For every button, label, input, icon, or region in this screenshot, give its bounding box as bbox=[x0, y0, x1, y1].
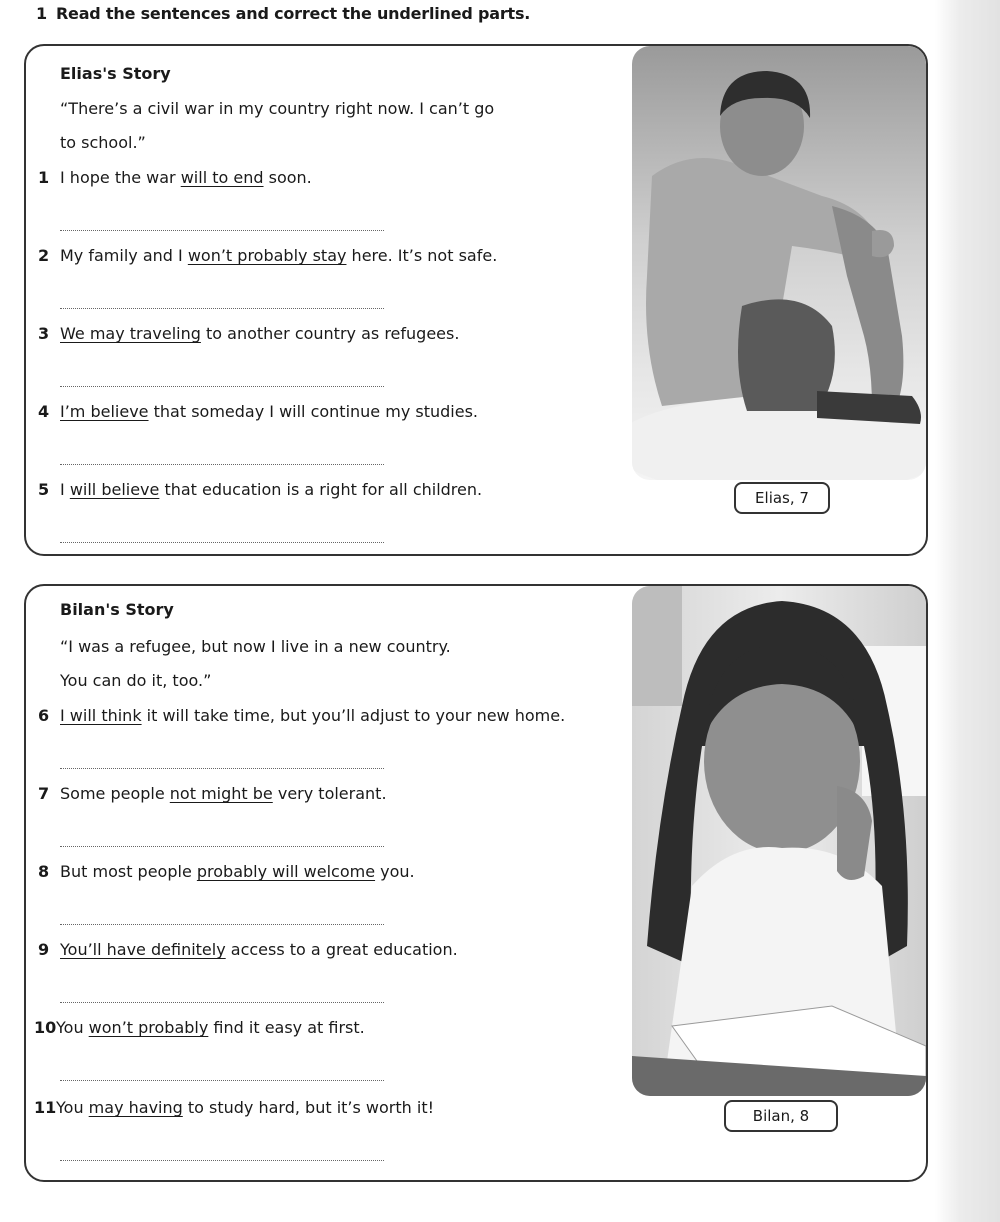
bilan-caption: Bilan, 8 bbox=[724, 1100, 838, 1132]
underlined-part: probably will welcome bbox=[196, 862, 376, 881]
exercise-number: 1 bbox=[36, 4, 47, 23]
quote-line: “There’s a civil war in my country right now. I can’t go bbox=[60, 99, 495, 118]
story-title: Bilan's Story bbox=[60, 600, 174, 619]
answer-field-3[interactable] bbox=[60, 370, 384, 387]
answer-field-1[interactable] bbox=[60, 214, 384, 231]
bilan-photo bbox=[632, 586, 926, 1096]
sentence-item: 6 I will think it will take time, but you’ll adjust to your new home. bbox=[38, 706, 566, 725]
underlined-part: I’m believe bbox=[60, 402, 149, 421]
sentence-item: 8 But most people probably will welcome you. bbox=[38, 862, 415, 881]
sentence-item: 10You won’t probably find it easy at first. bbox=[34, 1018, 365, 1037]
answer-field-11[interactable] bbox=[60, 1144, 384, 1161]
underlined-part: not might be bbox=[169, 784, 273, 803]
quote-line: “I was a refugee, but now I live in a new country. bbox=[60, 637, 451, 656]
underlined-part: will to end bbox=[180, 168, 264, 187]
answer-field-7[interactable] bbox=[60, 830, 384, 847]
underlined-part: We may traveling bbox=[60, 324, 201, 343]
underlined-part: will believe bbox=[69, 480, 160, 499]
answer-field-6[interactable] bbox=[60, 752, 384, 769]
sentence-item: 3 We may traveling to another country as refugees. bbox=[38, 324, 460, 343]
bilan-story-card bbox=[24, 584, 928, 1182]
underlined-part: You’ll have definitely bbox=[60, 940, 226, 959]
underlined-part: won’t probably stay bbox=[187, 246, 347, 265]
story-quote bbox=[60, 630, 451, 698]
story-quote bbox=[60, 92, 494, 160]
answer-field-9[interactable] bbox=[60, 986, 384, 1003]
underlined-part: I will think bbox=[60, 706, 142, 725]
quote-line: to school.” bbox=[60, 133, 146, 152]
underlined-part: may having bbox=[88, 1098, 183, 1117]
sentence-item: 7 Some people not might be very tolerant. bbox=[38, 784, 387, 803]
sentence-item: 2 My family and I won’t probably stay here. It’s not safe. bbox=[38, 246, 498, 265]
exercise-instruction bbox=[36, 4, 530, 23]
elias-caption: Elias, 7 bbox=[734, 482, 830, 514]
sentence-item: 9 You’ll have definitely access to a great education. bbox=[38, 940, 458, 959]
instruction-text: Read the sentences and correct the underlined parts. bbox=[55, 4, 531, 23]
quote-line: You can do it, too.” bbox=[60, 671, 212, 690]
story-title: Elias's Story bbox=[60, 64, 171, 83]
sentence-item: 11You may having to study hard, but it’s worth it! bbox=[34, 1098, 435, 1117]
elias-photo bbox=[632, 46, 926, 480]
sentence-item: 5 I will believe that education is a right for all children. bbox=[38, 480, 483, 499]
answer-field-2[interactable] bbox=[60, 292, 384, 309]
elias-story-card bbox=[24, 44, 928, 556]
sentence-item: 4 I’m believe that someday I will continue my studies. bbox=[38, 402, 478, 421]
underlined-part: won’t probably bbox=[88, 1018, 209, 1037]
answer-field-5[interactable] bbox=[60, 526, 384, 543]
answer-field-10[interactable] bbox=[60, 1064, 384, 1081]
answer-field-4[interactable] bbox=[60, 448, 384, 465]
answer-field-8[interactable] bbox=[60, 908, 384, 925]
sentence-item: 1 I hope the war will to end soon. bbox=[38, 168, 312, 187]
